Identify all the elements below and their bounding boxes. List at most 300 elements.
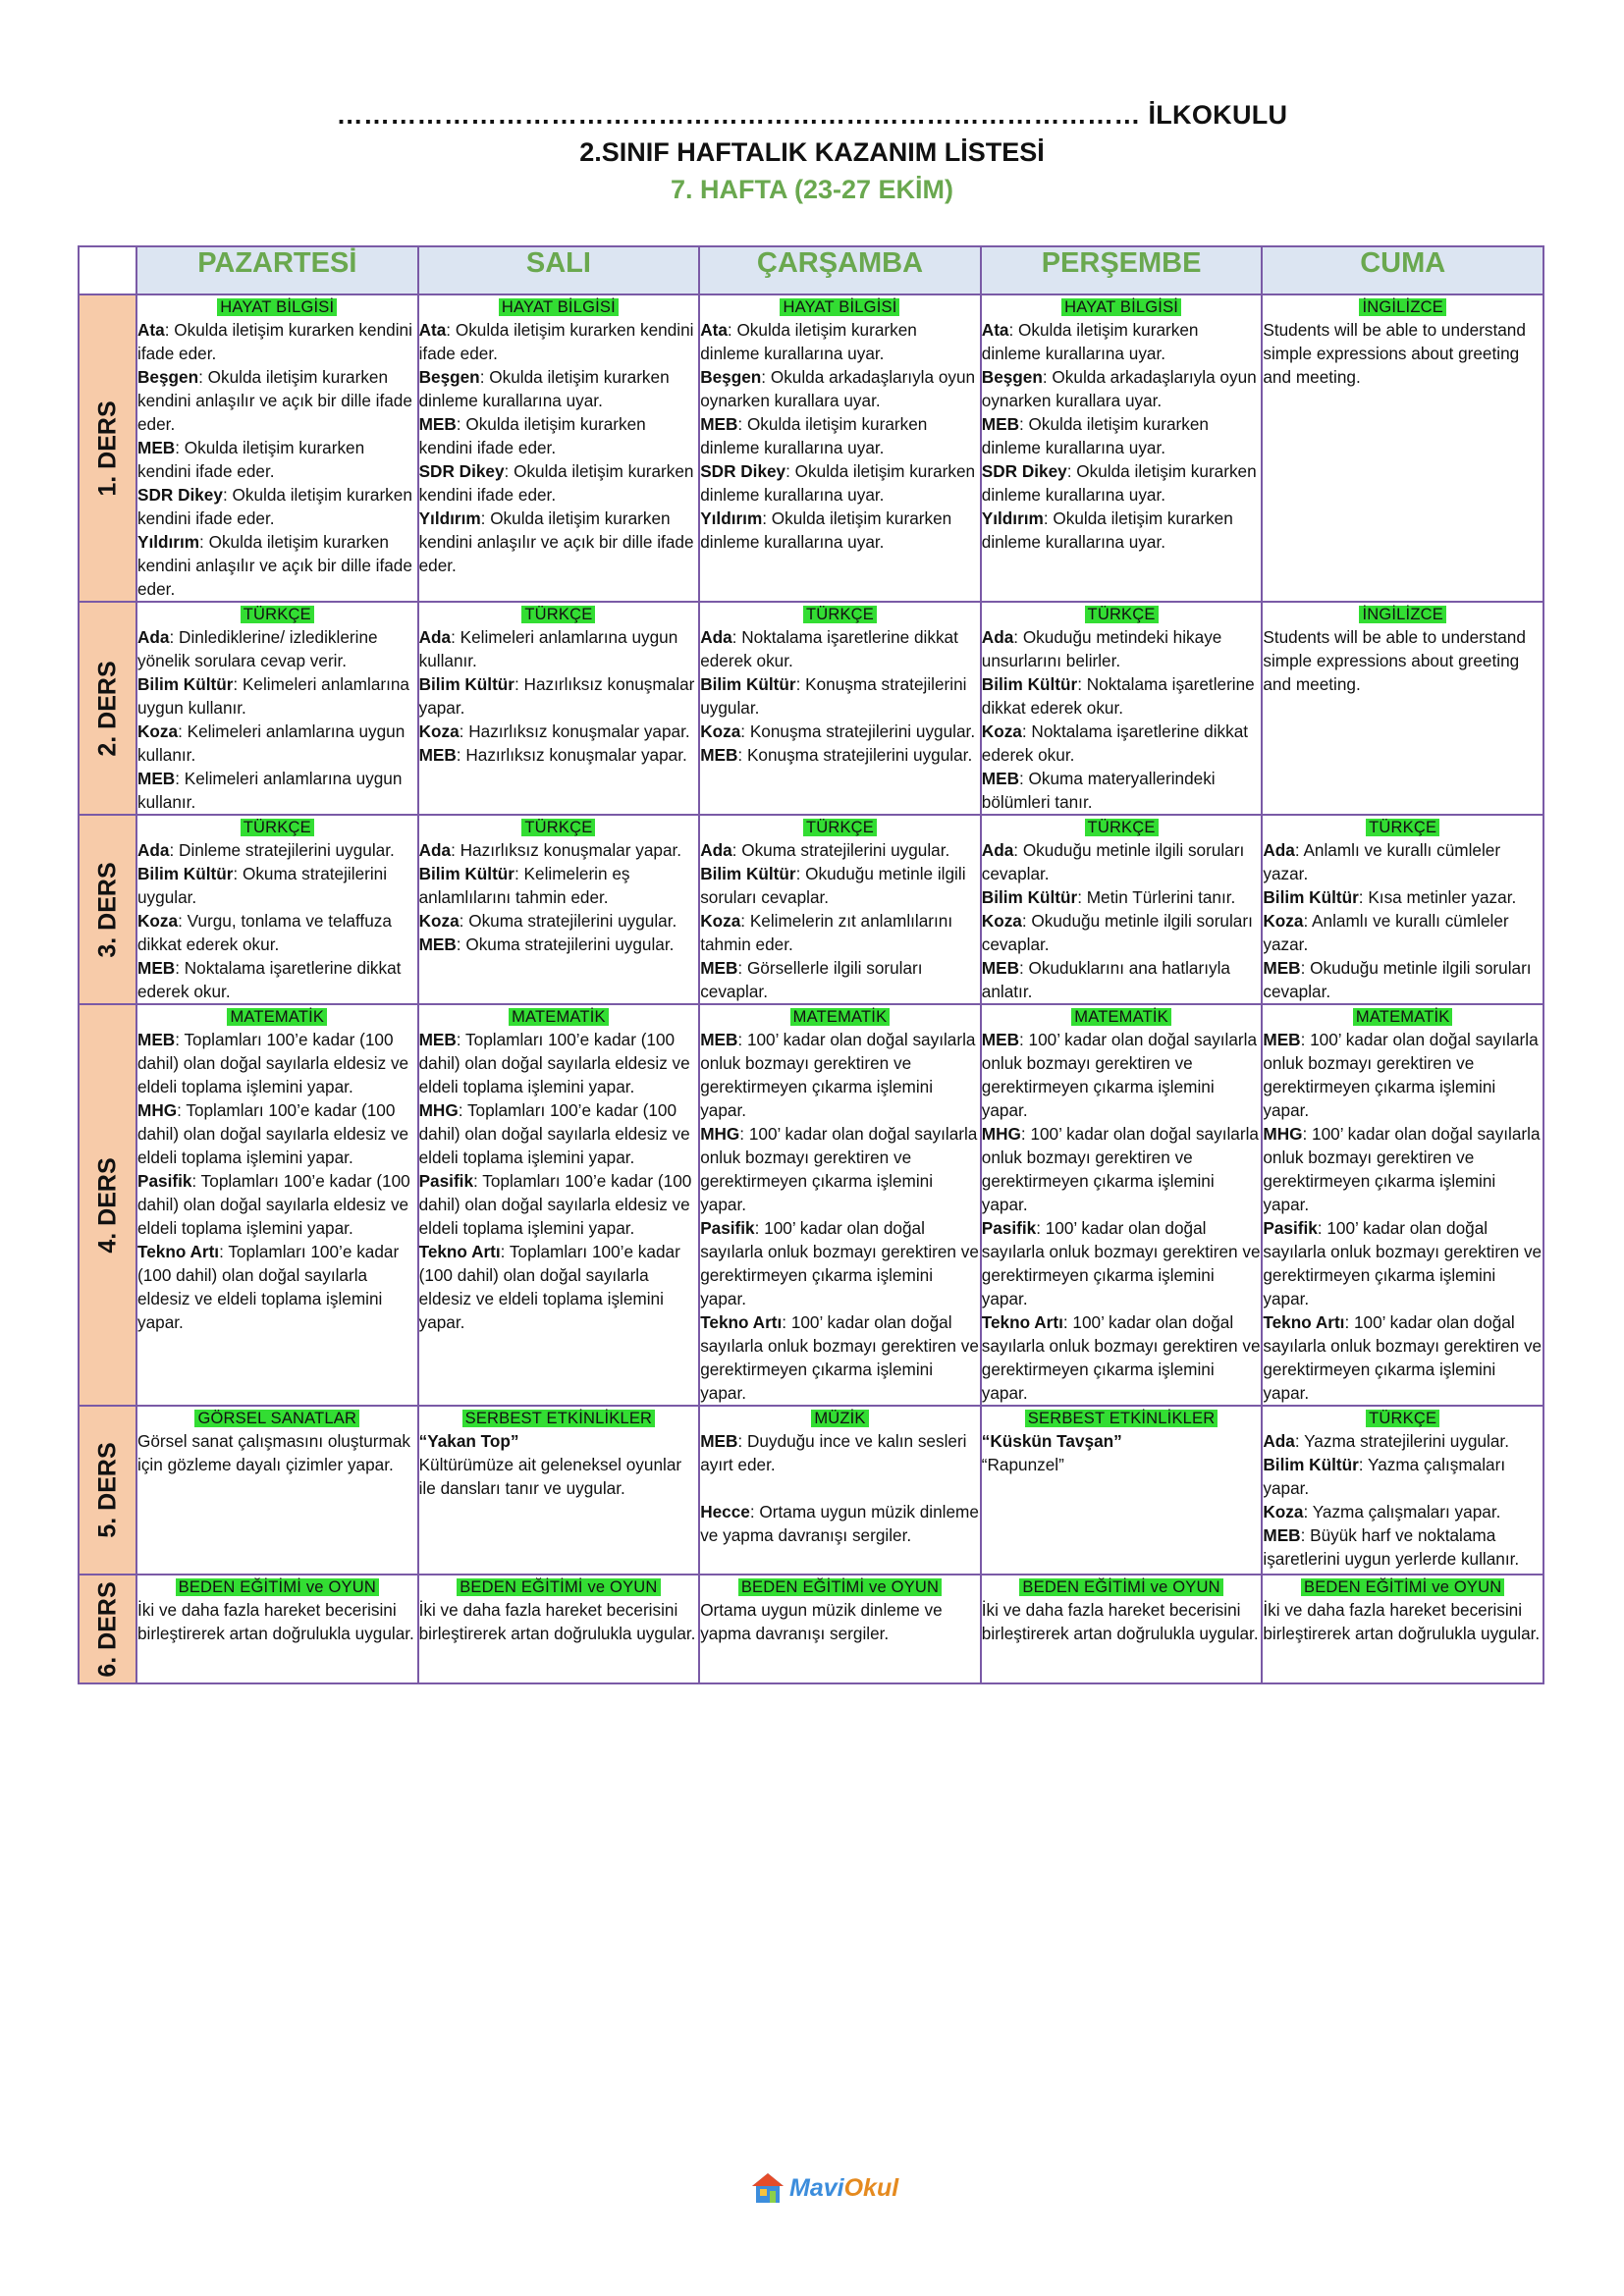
schedule-cell bbox=[418, 294, 700, 602]
objective-text: : Okulda iletişim kurarken dinleme kurallarına uyar. bbox=[981, 320, 1199, 363]
publisher-name: MEB bbox=[418, 414, 457, 434]
objective-text: : Okulda iletişim kurarken dinleme kurallarına uyar. bbox=[981, 414, 1209, 457]
objective-text: İki ve daha fazla hareket becerisini birleştirerek artan doğrulukla uygular. bbox=[137, 1600, 414, 1643]
publisher-name: MEB bbox=[137, 438, 176, 457]
publisher-name: Ada bbox=[418, 840, 452, 860]
day-header: CUMA bbox=[1262, 246, 1543, 294]
subject-badge bbox=[700, 1005, 980, 1028]
schedule-cell bbox=[136, 1004, 418, 1406]
subject-label: TÜRKÇE bbox=[1085, 606, 1159, 623]
objective-entry bbox=[419, 1429, 699, 1453]
publisher-name: Koza bbox=[700, 911, 741, 931]
objective-entry bbox=[700, 1429, 980, 1476]
subject-badge bbox=[419, 816, 699, 838]
objective-text: : Konuşma stratejilerini uygular. bbox=[737, 745, 973, 765]
objective-entry bbox=[700, 1028, 980, 1122]
publisher-name: SDR Dikey bbox=[418, 461, 505, 481]
objective-entry bbox=[982, 720, 1262, 767]
objective-entry bbox=[137, 672, 417, 720]
objective-text: : Hazırlıksız konuşmalar yapar. bbox=[456, 745, 687, 765]
objective-entry bbox=[700, 625, 980, 672]
subject-badge bbox=[1263, 1005, 1543, 1028]
objective-text: : Konuşma stratejilerini uygular. bbox=[740, 721, 976, 741]
lesson-label-cell bbox=[79, 1575, 136, 1683]
publisher-name: “Yakan Top” bbox=[418, 1431, 519, 1451]
schedule-cell bbox=[136, 602, 418, 815]
objective-entry bbox=[982, 1122, 1262, 1216]
schedule-cell bbox=[699, 294, 981, 602]
objective-text: : Okuma materyallerindeki bölümleri tanır. bbox=[981, 769, 1216, 812]
objective-text: İki ve daha fazla hareket becerisini birleştirerek artan doğrulukla uygular. bbox=[418, 1600, 696, 1643]
schedule-cell bbox=[981, 1406, 1263, 1575]
publisher-name: Ata bbox=[418, 320, 447, 340]
publisher-name: Ada bbox=[1263, 1431, 1295, 1451]
publisher-name: Bilim Kültür bbox=[700, 864, 796, 883]
objective-entry bbox=[982, 412, 1262, 459]
objective-text: : Okulda iletişim kurarken dinleme kurallarına uyar. bbox=[700, 414, 928, 457]
objective-text: : Okulda iletişim kurarken dinleme kurallarına uyar. bbox=[700, 508, 952, 552]
objective-entry bbox=[137, 318, 417, 365]
objective-entry bbox=[1263, 1122, 1543, 1216]
publisher-name: Ada bbox=[137, 840, 170, 860]
objective-text: : Yazma çalışmaları yapar. bbox=[1263, 1455, 1506, 1498]
subject-badge bbox=[419, 603, 699, 625]
publisher-name: MEB bbox=[700, 414, 738, 434]
objective-text: : Yazma çalışmaları yapar. bbox=[1303, 1502, 1501, 1522]
schedule-cell bbox=[981, 1575, 1263, 1683]
publisher-name: MHG bbox=[137, 1100, 178, 1120]
objective-entry bbox=[700, 672, 980, 720]
subject-label: MATEMATİK bbox=[790, 1008, 891, 1026]
objective-entry bbox=[982, 1429, 1262, 1453]
lesson-label: 6. DERS bbox=[93, 1580, 121, 1678]
publisher-name: Ada bbox=[981, 627, 1014, 647]
objective-entry bbox=[419, 743, 699, 767]
publisher-name: “Küskün Tavşan” bbox=[981, 1431, 1122, 1451]
objective-text: : 100’ kadar olan doğal sayılarla onluk bozmayı gerektiren ve gerektirmeyen çıkarma işlemini yapar. bbox=[1263, 1218, 1543, 1308]
objective-entry bbox=[137, 365, 417, 436]
objective-entry bbox=[982, 1598, 1262, 1645]
publisher-name: Koza bbox=[418, 911, 460, 931]
publisher-name: Bilim Kültür bbox=[137, 864, 234, 883]
objective-entry bbox=[700, 862, 980, 909]
logo-text bbox=[789, 2174, 898, 2203]
objective-text: : Toplamları 100’e kadar (100 dahil) olan doğal sayılarla eldesiz ve eldeli toplama işlemini yapar. bbox=[137, 1171, 410, 1238]
page-title: 2.SINIF HAFTALIK KAZANIM LİSTESİ bbox=[579, 137, 1045, 167]
subject-label: BEDEN EĞİTİMİ ve OYUN bbox=[1301, 1578, 1504, 1596]
subject-label: HAYAT BİLGİSİ bbox=[217, 298, 337, 316]
objective-entry bbox=[137, 1098, 417, 1169]
objective-entry bbox=[419, 365, 699, 412]
objective-entry bbox=[982, 767, 1262, 814]
house-icon bbox=[750, 2171, 785, 2205]
publisher-name: Tekno Artı bbox=[418, 1242, 501, 1261]
day-header: PERŞEMBE bbox=[981, 246, 1263, 294]
publisher-name: MEB bbox=[418, 745, 457, 765]
subject-badge bbox=[700, 603, 980, 625]
objective-text: : Noktalama işaretlerine dikkat ederek okur. bbox=[137, 958, 402, 1001]
objective-text: : Toplamları 100’e kadar (100 dahil) olan doğal sayılarla eldesiz ve eldeli toplama işlemini yapar. bbox=[137, 1100, 409, 1167]
objective-entry bbox=[419, 318, 699, 365]
publisher-name: MEB bbox=[981, 769, 1019, 788]
subject-badge bbox=[1263, 1575, 1543, 1598]
publisher-name: Bilim Kültür bbox=[137, 674, 234, 694]
publisher-name: Beşgen bbox=[137, 367, 199, 387]
objective-entry bbox=[1263, 1429, 1543, 1453]
objective-entry bbox=[982, 672, 1262, 720]
objective-text: : Duyduğu ince ve kalın sesleri ayırt eder. bbox=[700, 1431, 967, 1474]
objective-text: : Okulda iletişim kurarken kendini ifade eder. bbox=[137, 320, 412, 363]
publisher-name: Yıldırım bbox=[700, 508, 763, 528]
objective-text: : Dinleme stratejilerini uygular. bbox=[169, 840, 395, 860]
objective-entry bbox=[700, 720, 980, 743]
objective-entry bbox=[1263, 885, 1543, 909]
subject-badge bbox=[137, 295, 417, 318]
schedule-cell bbox=[699, 1406, 981, 1575]
objective-text: : Toplamları 100’e kadar (100 dahil) olan doğal sayılarla eldesiz ve eldeli toplama işlemini yapar. bbox=[137, 1030, 409, 1096]
lesson-label: 4. DERS bbox=[93, 1156, 121, 1254]
objective-entry bbox=[1263, 1028, 1543, 1122]
lesson-row bbox=[79, 602, 1543, 815]
lesson-label-cell bbox=[79, 1004, 136, 1406]
logo-text-okul: Okul bbox=[843, 2173, 899, 2202]
objective-text: : Kelimeleri anlamlarına uygun kullanır. bbox=[418, 627, 678, 670]
objective-entry bbox=[982, 1216, 1262, 1310]
publisher-name: Tekno Artı bbox=[1263, 1312, 1345, 1332]
objective-entry bbox=[1263, 1310, 1543, 1405]
objective-entry bbox=[419, 412, 699, 459]
publisher-name: SDR Dikey bbox=[981, 461, 1067, 481]
objective-text: : Okuma stratejilerini uygular. bbox=[456, 934, 675, 954]
objective-entry bbox=[700, 459, 980, 507]
subject-label: TÜRKÇE bbox=[1366, 1410, 1439, 1427]
subject-label: MATEMATİK bbox=[227, 1008, 327, 1026]
objective-entry bbox=[982, 909, 1262, 956]
objective-entry bbox=[982, 365, 1262, 412]
objective-entry bbox=[700, 838, 980, 862]
subject-badge bbox=[700, 295, 980, 318]
publisher-name: MEB bbox=[700, 745, 738, 765]
objective-entry bbox=[419, 672, 699, 720]
objective-text: : Büyük harf ve noktalama işaretlerini uygun yerlerde kullanır. bbox=[1263, 1525, 1520, 1569]
objective-entry bbox=[700, 956, 980, 1003]
objective-text: : Okulda iletişim kurarken kendini anlaşılır ve açık bir dille ifade eder. bbox=[137, 532, 412, 599]
objective-entry bbox=[700, 1310, 980, 1405]
subject-badge bbox=[419, 1005, 699, 1028]
objective-text: : 100’ kadar olan doğal sayılarla onluk bozmayı gerektiren ve gerektirmeyen çıkarma işlemini yapar. bbox=[1263, 1124, 1541, 1214]
objective-text: : Okulda iletişim kurarken dinleme kurallarına uyar. bbox=[700, 461, 976, 505]
objective-entry bbox=[419, 507, 699, 577]
publisher-name: MEB bbox=[137, 1030, 176, 1049]
publisher-name: Pasifik bbox=[700, 1218, 755, 1238]
publisher-name: Tekno Artı bbox=[700, 1312, 783, 1332]
objective-entry bbox=[982, 956, 1262, 1003]
schedule-cell bbox=[1262, 815, 1543, 1004]
objective-text: : Okuduğu metinle ilgili soruları cevaplar. bbox=[981, 840, 1245, 883]
objective-text: : Noktalama işaretlerine dikkat ederek okur. bbox=[981, 721, 1249, 765]
subject-label: MATEMATİK bbox=[509, 1008, 609, 1026]
objective-text: Görsel sanat çalışmasını oluşturmak için gözleme dayalı çizimler yapar. bbox=[137, 1431, 410, 1474]
objective-entry bbox=[137, 530, 417, 601]
subject-badge bbox=[419, 1407, 699, 1429]
subject-label: TÜRKÇE bbox=[803, 819, 877, 836]
subject-label: BEDEN EĞİTİMİ ve OYUN bbox=[176, 1578, 379, 1596]
objective-entry bbox=[137, 483, 417, 530]
publisher-name: MHG bbox=[1263, 1124, 1303, 1144]
entry-gap bbox=[700, 1476, 980, 1500]
objective-text: : Anlamlı ve kurallı cümleler yazar. bbox=[1263, 840, 1501, 883]
subject-badge bbox=[137, 816, 417, 838]
subject-badge bbox=[700, 1407, 980, 1429]
schedule-cell bbox=[699, 1004, 981, 1406]
lesson-label: 2. DERS bbox=[93, 660, 121, 757]
objective-entry bbox=[419, 1028, 699, 1098]
publisher-name: Koza bbox=[418, 721, 460, 741]
publisher-name: Bilim Kültür bbox=[1263, 1455, 1359, 1474]
objective-text: : Anlamlı ve kurallı cümleler yazar. bbox=[1263, 911, 1509, 954]
publisher-name: MEB bbox=[1263, 1525, 1301, 1545]
maviokul-logo bbox=[750, 2171, 898, 2205]
subject-label: TÜRKÇE bbox=[803, 606, 877, 623]
subject-label: TÜRKÇE bbox=[1085, 819, 1159, 836]
objective-entry bbox=[1263, 1598, 1543, 1645]
objective-text: : Dinlediklerine/ izlediklerine yönelik sorulara cevap verir. bbox=[137, 627, 378, 670]
schedule-cell bbox=[418, 602, 700, 815]
objective-text: : Toplamları 100’e kadar (100 dahil) olan doğal sayılarla eldesiz ve eldeli toplama işlemini yapar. bbox=[418, 1030, 690, 1096]
publisher-name: Koza bbox=[700, 721, 741, 741]
subject-badge bbox=[137, 1005, 417, 1028]
subject-label: MATEMATİK bbox=[1353, 1008, 1453, 1026]
subject-label: GÖRSEL SANATLAR bbox=[194, 1410, 359, 1427]
objective-entry bbox=[137, 1240, 417, 1334]
publisher-name: Ada bbox=[137, 627, 170, 647]
objective-text: : Okulda iletişim kurarken dinleme kurallarına uyar. bbox=[700, 320, 917, 363]
publisher-name: Pasifik bbox=[981, 1218, 1037, 1238]
schedule-cell bbox=[418, 1004, 700, 1406]
objective-text: : Ortama uygun müzik dinleme ve yapma davranışı sergiler. bbox=[700, 1502, 979, 1545]
publisher-name: Beşgen bbox=[700, 367, 762, 387]
subject-label: SERBEST ETKİNLİKLER bbox=[1025, 1410, 1218, 1427]
objective-entry bbox=[1263, 1216, 1543, 1310]
subject-label: TÜRKÇE bbox=[241, 819, 314, 836]
objective-text: : Kelimeleri anlamlarına uygun kullanır. bbox=[137, 769, 403, 812]
publisher-name: Pasifik bbox=[418, 1171, 474, 1191]
objective-entry bbox=[700, 365, 980, 412]
objective-entry bbox=[982, 1453, 1262, 1476]
lesson-label-cell bbox=[79, 1406, 136, 1575]
objective-entry bbox=[137, 1598, 417, 1645]
schedule-cell bbox=[981, 294, 1263, 602]
lesson-label: 1. DERS bbox=[93, 400, 121, 497]
objective-text: : Okulda iletişim kurarken dinleme kurallarına uyar. bbox=[981, 508, 1233, 552]
subject-badge bbox=[1263, 1407, 1543, 1429]
subject-label: HAYAT BİLGİSİ bbox=[780, 298, 899, 316]
objective-entry bbox=[419, 862, 699, 909]
objective-text: “Rapunzel” bbox=[981, 1455, 1064, 1474]
publisher-name: MEB bbox=[700, 1431, 738, 1451]
objective-entry bbox=[700, 909, 980, 956]
day-header: ÇARŞAMBA bbox=[699, 246, 981, 294]
objective-entry bbox=[1263, 909, 1543, 956]
objective-text: : Kısa metinler yazar. bbox=[1358, 887, 1517, 907]
objective-text: : Okuduğu metinle ilgili soruları cevaplar. bbox=[1263, 958, 1532, 1001]
publisher-name: SDR Dikey bbox=[700, 461, 786, 481]
objective-entry bbox=[419, 838, 699, 862]
objective-text: : 100’ kadar olan doğal sayılarla onluk bozmayı gerektiren ve gerektirmeyen çıkarma işlemini yapar. bbox=[700, 1030, 976, 1120]
objective-text: : Kelimeleri anlamlarına uygun kullanır. bbox=[137, 674, 409, 718]
subject-label: HAYAT BİLGİSİ bbox=[1061, 298, 1181, 316]
objective-text: : Okulda iletişim kurarken dinleme kurallarına uyar. bbox=[418, 367, 670, 410]
subject-label: BEDEN EĞİTİMİ ve OYUN bbox=[1019, 1578, 1222, 1596]
publisher-name: Ada bbox=[700, 627, 732, 647]
lesson-row bbox=[79, 1004, 1543, 1406]
objective-text: : Hazırlıksız konuşmalar yapar. bbox=[451, 840, 682, 860]
publisher-name: MEB bbox=[981, 958, 1019, 978]
objective-text: : Okuduğu metindeki hikaye unsurlarını belirler. bbox=[981, 627, 1222, 670]
publisher-name: Bilim Kültür bbox=[981, 674, 1078, 694]
publisher-name: Bilim Kültür bbox=[700, 674, 796, 694]
objective-text: : Okulda arkadaşlarıyla oyun oynarken kurallara uyar. bbox=[981, 367, 1257, 410]
publisher-name: Yıldırım bbox=[418, 508, 481, 528]
subject-badge bbox=[982, 1407, 1262, 1429]
schedule-cell bbox=[699, 602, 981, 815]
objective-text: : Metin Türlerini tanır. bbox=[1077, 887, 1236, 907]
objective-text: : Toplamları 100’e kadar (100 dahil) olan doğal sayılarla eldesiz ve eldeli toplama işlemini yapar. bbox=[418, 1242, 680, 1332]
publisher-name: MEB bbox=[981, 1030, 1019, 1049]
objective-entry bbox=[419, 1098, 699, 1169]
objective-entry bbox=[1263, 625, 1543, 696]
objective-entry bbox=[137, 1169, 417, 1240]
schedule-cell bbox=[1262, 294, 1543, 602]
objective-text: : Okulda arkadaşlarıyla oyun oynarken kurallara uyar. bbox=[700, 367, 976, 410]
objective-text: İki ve daha fazla hareket becerisini birleştirerek artan doğrulukla uygular. bbox=[981, 1600, 1259, 1643]
publisher-name: SDR Dikey bbox=[137, 485, 223, 505]
subject-badge bbox=[982, 816, 1262, 838]
objective-entry bbox=[700, 743, 980, 767]
publisher-name: Ata bbox=[700, 320, 728, 340]
objective-text: : Okulda iletişim kurarken kendini ifade eder. bbox=[418, 461, 694, 505]
lesson-label-cell bbox=[79, 815, 136, 1004]
objective-entry bbox=[419, 625, 699, 672]
publisher-name: MEB bbox=[137, 958, 176, 978]
schedule-cell bbox=[1262, 1004, 1543, 1406]
publisher-name: Koza bbox=[1263, 911, 1304, 931]
objective-entry bbox=[1263, 318, 1543, 389]
objective-text: : Okuduğu metinle ilgili soruları cevaplar. bbox=[981, 911, 1253, 954]
subject-badge bbox=[982, 1005, 1262, 1028]
lesson-label-cell bbox=[79, 294, 136, 602]
subject-badge bbox=[1263, 816, 1543, 838]
objective-entry bbox=[700, 507, 980, 554]
objective-entry bbox=[982, 838, 1262, 885]
subject-badge bbox=[982, 295, 1262, 318]
lesson-row bbox=[79, 1575, 1543, 1683]
day-header: SALI bbox=[418, 246, 700, 294]
objective-entry bbox=[1263, 1453, 1543, 1500]
objective-text: : Toplamları 100’e kadar (100 dahil) olan doğal sayılarla eldesiz ve eldeli toplama işlemini yapar. bbox=[418, 1100, 690, 1167]
publisher-name: Ada bbox=[700, 840, 732, 860]
objective-text: : Okulda iletişim kurarken kendini ifade eder. bbox=[137, 438, 365, 481]
lesson-row bbox=[79, 294, 1543, 602]
objective-text: İki ve daha fazla hareket becerisini birleştirerek artan doğrulukla uygular. bbox=[1263, 1600, 1541, 1643]
schedule-cell bbox=[136, 1575, 418, 1683]
objective-entry bbox=[982, 318, 1262, 365]
publisher-name: Ada bbox=[981, 840, 1014, 860]
objective-text: : Okulda iletişim kurarken kendini anlaşılır ve açık bir dille ifade eder. bbox=[137, 367, 412, 434]
objective-entry bbox=[419, 909, 699, 933]
objective-text: Kültürümüze ait geleneksel oyunlar ile dansları tanır ve uygular. bbox=[418, 1455, 682, 1498]
publisher-name: MEB bbox=[418, 1030, 457, 1049]
subject-label: BEDEN EĞİTİMİ ve OYUN bbox=[457, 1578, 660, 1596]
schedule-cell bbox=[981, 602, 1263, 815]
objective-entry bbox=[137, 625, 417, 672]
objective-text: : 100’ kadar olan doğal sayılarla onluk bozmayı gerektiren ve gerektirmeyen çıkarma işlemini yapar. bbox=[1263, 1312, 1543, 1403]
publisher-name: Tekno Artı bbox=[137, 1242, 220, 1261]
objective-text: : Vurgu, tonlama ve telaffuza dikkat ederek okur. bbox=[137, 911, 392, 954]
publisher-name: Ata bbox=[137, 320, 165, 340]
subject-badge bbox=[982, 1575, 1262, 1598]
objective-entry bbox=[419, 1169, 699, 1240]
objective-text: : Kelimelerin zıt anlamlılarını tahmin eder. bbox=[700, 911, 953, 954]
objective-entry bbox=[700, 1216, 980, 1310]
objective-text: : 100’ kadar olan doğal sayılarla onluk bozmayı gerektiren ve gerektirmeyen çıkarma işlemini yapar. bbox=[981, 1218, 1261, 1308]
subject-label: MÜZİK bbox=[811, 1410, 868, 1427]
objective-text: : Hazırlıksız konuşmalar yapar. bbox=[459, 721, 690, 741]
school-name: ……………………………………………………………………………… İLKOKULU bbox=[336, 100, 1288, 130]
objective-entry bbox=[982, 507, 1262, 554]
objective-entry bbox=[982, 1310, 1262, 1405]
objective-entry bbox=[419, 1240, 699, 1334]
publisher-name: Koza bbox=[137, 911, 179, 931]
subject-label: SERBEST ETKİNLİKLER bbox=[462, 1410, 656, 1427]
objective-entry bbox=[137, 909, 417, 956]
subject-badge bbox=[419, 1575, 699, 1598]
lesson-label-cell bbox=[79, 602, 136, 815]
objective-entry bbox=[419, 459, 699, 507]
objective-entry bbox=[700, 318, 980, 365]
publisher-name: MHG bbox=[418, 1100, 459, 1120]
publisher-name: Bilim Kültür bbox=[418, 864, 514, 883]
schedule-cell bbox=[981, 1004, 1263, 1406]
publisher-name: Koza bbox=[981, 721, 1022, 741]
subject-badge bbox=[982, 603, 1262, 625]
subject-label: TÜRKÇE bbox=[241, 606, 314, 623]
publisher-name: MEB bbox=[700, 958, 738, 978]
publisher-name: Beşgen bbox=[981, 367, 1043, 387]
subject-label: HAYAT BİLGİSİ bbox=[499, 298, 619, 316]
schedule-cell bbox=[418, 1406, 700, 1575]
subject-badge bbox=[700, 1575, 980, 1598]
objective-text: : 100’ kadar olan doğal sayılarla onluk bozmayı gerektiren ve gerektirmeyen çıkarma işlemini yapar. bbox=[981, 1124, 1259, 1214]
publisher-name: Ada bbox=[418, 627, 452, 647]
schedule-cell bbox=[418, 1575, 700, 1683]
objective-entry bbox=[982, 625, 1262, 672]
publisher-name: Hecce bbox=[700, 1502, 750, 1522]
objective-text: : Okulda iletişim kurarken dinleme kurallarına uyar. bbox=[981, 461, 1257, 505]
objective-text: : Okuduğu metinle ilgili soruları cevaplar. bbox=[700, 864, 966, 907]
subject-badge bbox=[700, 816, 980, 838]
day-header-row bbox=[79, 246, 1543, 294]
subject-badge bbox=[1263, 603, 1543, 625]
publisher-name: Ada bbox=[1263, 840, 1295, 860]
objective-entry bbox=[137, 436, 417, 483]
subject-label: TÜRKÇE bbox=[521, 606, 595, 623]
objective-text: : Konuşma stratejilerini uygular. bbox=[700, 674, 967, 718]
objective-text: : Noktalama işaretlerine dikkat ederek okur. bbox=[981, 674, 1255, 718]
publisher-name: Bilim Kültür bbox=[1263, 887, 1359, 907]
publisher-name: Tekno Artı bbox=[981, 1312, 1063, 1332]
subject-label: TÜRKÇE bbox=[521, 819, 595, 836]
